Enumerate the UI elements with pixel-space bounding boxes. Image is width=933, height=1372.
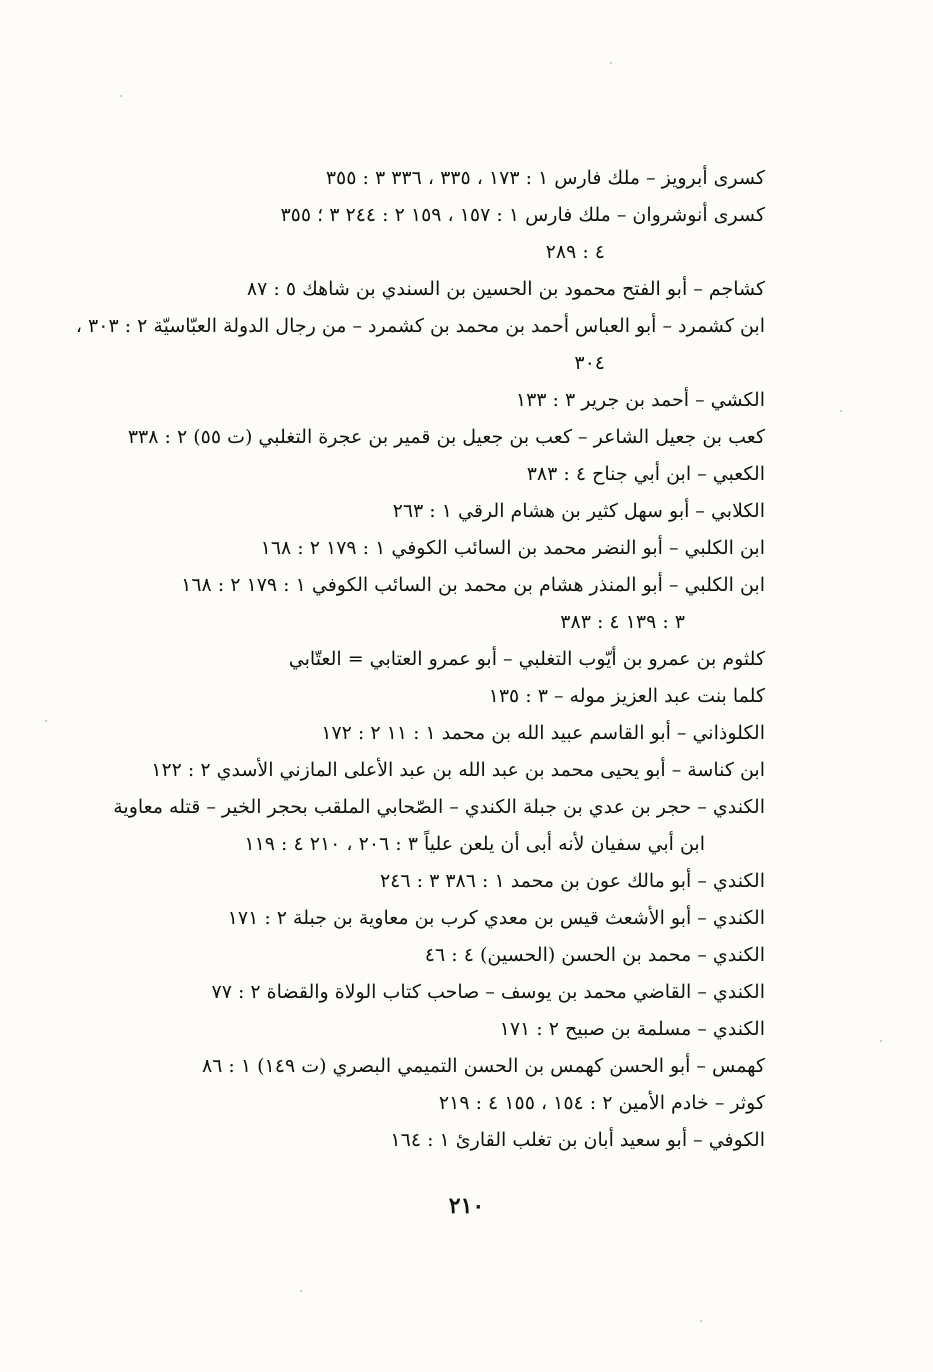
index-entry-al-kindi-awn: الكندي – أبو مالك عون بن محمد ١ : ٣٨٦ ٣ : ٢٤٦ — [379, 870, 765, 892]
index-entry-continuation: ٤ : ٢٨٩ — [545, 241, 605, 263]
index-entry-continuation: ابن أبي سفيان لأنه أبى أن يلعن علياً ٣ : ٢٠٦ ، ٢١٠ ٤ : ١١٩ — [244, 833, 705, 855]
index-entry-al-kaabi: الكعبي – ابن أبي جناح ٤ : ٣٨٣ — [526, 463, 765, 485]
index-entry-al-kufi: الكوفي – أبو سعيد أبان بن تغلب القارئ ١ : ١٦٤ — [390, 1129, 765, 1151]
index-entry-continuation: ٣ : ١٣٩ ٤ : ٣٨٣ — [560, 611, 685, 633]
paper-speck — [120, 95, 122, 97]
paper-speck — [880, 1040, 882, 1042]
paper-speck — [700, 1320, 702, 1322]
index-entry-kawthar: كوثر – خادم الأمين ٢ : ١٥٤ ، ١٥٥ ٤ : ٢١٩ — [438, 1092, 765, 1114]
page-number: ٢١٠ — [448, 1193, 485, 1219]
paper-speck — [300, 1290, 302, 1292]
index-entry-al-kalwadhani: الكلوذاني – أبو القاسم عبيد الله بن محمد ١ : ١١ ٢ : ١٧٢ — [321, 722, 765, 744]
index-entries — [75, 160, 765, 1159]
index-entry-al-kindi-qadi: الكندي – القاضي محمد بن يوسف – صاحب كتاب الولاة والقضاة ٢ : ٧٧ — [211, 981, 765, 1003]
index-entry-al-kindi-maslama: الكندي – مسلمة بن صبيح ٢ : ١٧١ — [499, 1018, 765, 1040]
index-entry-kisra-abarwiz: كسرى أبرويز – ملك فارس ١ : ١٧٣ ، ٣٣٥ ، ٣٣٦ ٣ : ٣٥٥ — [325, 167, 765, 189]
index-entry-kalma: كلما بنت عبد العزيز موله – ٣ : ١٣٥ — [488, 685, 765, 707]
index-entry-kushajim: كشاجم – أبو الفتح محمود بن الحسين بن السندي بن شاهك ٥ : ٨٧ — [246, 278, 765, 300]
index-entry-al-kindi-muhammad: الكندي – محمد بن الحسن (الحسين) ٤ : ٤٦ — [424, 944, 765, 966]
index-entry-al-kashshi: الكشي – أحمد بن جرير ٣ : ١٣٣ — [515, 389, 765, 411]
index-entry-kahmas: كهمس – أبو الحسن كهمس بن الحسن التميمي البصري (ت ١٤٩) ١ : ٨٦ — [201, 1055, 765, 1077]
index-entry-kisra-anushirwan: كسرى أنوشروان – ملك فارس ١ : ١٥٧ ، ١٥٩ ٢ : ٢٤٤ ٣ ؛ ٣٥٥ — [280, 204, 765, 226]
index-entry-continuation: ٣٠٤ — [574, 352, 605, 374]
paper-speck — [840, 410, 842, 412]
paper-speck — [610, 62, 612, 64]
index-entry-al-kindi-qays: الكندي – أبو الأشعث قيس بن معدي كرب بن معاوية بن جبلة ٢ : ١٧١ — [227, 907, 765, 929]
index-entry-kulthum: كلثوم بن عمرو بن أيّوب التغلبي – أبو عمرو العتابي = العتّابي — [288, 648, 765, 670]
index-entry-al-kindi-hujr: الكندي – حجر بن عدي بن جبلة الكندي – الصّحابي الملقب بحجر الخير – قتله معاوية — [113, 796, 765, 818]
index-entry-ibn-kunasa: ابن كناسة – أبو يحيى محمد بن عبد الله بن عبد الأعلى المازني الأسدي ٢ : ١٢٢ — [151, 759, 765, 781]
index-entry-ibn-al-kalbi-2: ابن الكلبي – أبو المنذر هشام بن محمد بن السائب الكوفي ١ : ١٧٩ ٢ : ١٦٨ — [181, 574, 765, 596]
index-entry-ibn-al-kalbi-1: ابن الكلبي – أبو النضر محمد بن السائب الكوفي ١ : ١٧٩ ٢ : ١٦٨ — [260, 537, 765, 559]
index-entry-ibn-kashmard: ابن كشمرد – أبو العباس أحمد بن محمد بن كشمرد – من رجال الدولة العبّاسيّة ٢ : ٣٠٣ ، — [75, 315, 765, 337]
index-entry-kaab-ibn-juayl: كعب بن جعيل الشاعر – كعب بن جعيل بن قمير بن عجرة التغلبي (ت ٥٥) ٢ : ٣٣٨ — [127, 426, 765, 448]
paper-speck — [45, 720, 47, 722]
index-entry-al-kilabi: الكلابي – أبو سهل كثير بن هشام الرقي ١ : ٢٦٣ — [392, 500, 765, 522]
